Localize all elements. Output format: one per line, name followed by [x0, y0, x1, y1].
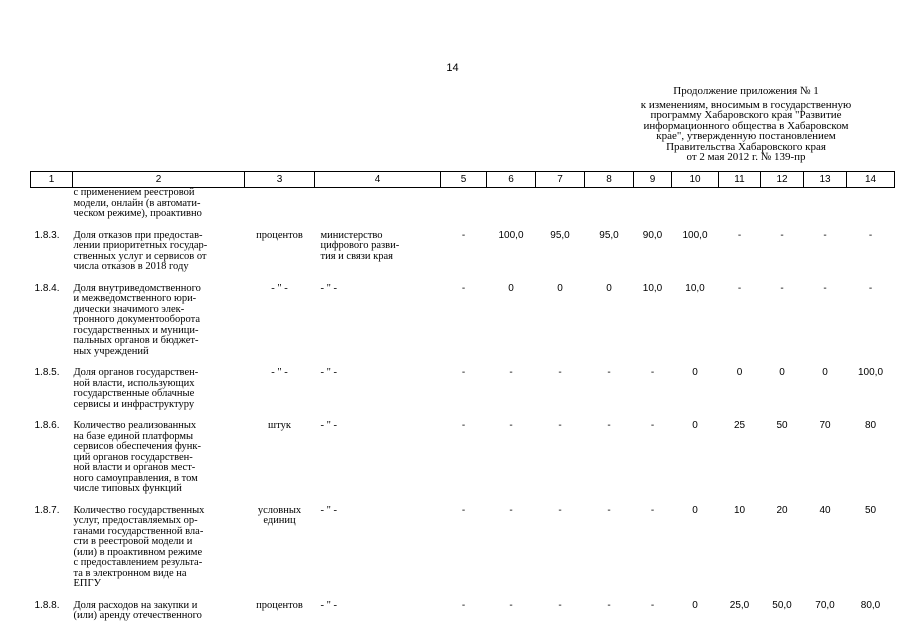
table-row [31, 357, 895, 410]
table-cell: 80,0 [860, 599, 881, 611]
table-cell: 10,0 [642, 282, 663, 294]
table-cell: 0 [779, 367, 785, 378]
heading-line: к изменениям, вносимым в государственную [640, 98, 852, 111]
table-cell: Доля расходов на закупки и (или) аренду отечественного [73, 599, 202, 621]
page-number: 14 [446, 62, 459, 74]
table-cell: процентов [256, 229, 303, 241]
indicators-table [30, 171, 895, 622]
table-cell: 1.8.6. [34, 420, 60, 431]
table-cell: 1.8.8. [34, 599, 60, 611]
table-cell: - [650, 504, 655, 516]
table-cell: - [461, 599, 466, 611]
table-cell [719, 188, 761, 220]
table-cell: - " - [320, 504, 338, 516]
table-cell [536, 188, 585, 220]
table-cell: - [558, 504, 562, 516]
table-cell: - [780, 229, 784, 241]
column-header: 2 [73, 172, 245, 188]
table-cell: штук [268, 420, 291, 431]
heading-line: от 2 мая 2012 г. № 139-пр [686, 151, 806, 163]
table-cell: - [461, 229, 466, 241]
table-cell: - [650, 367, 655, 378]
table-cell: министерство цифрового разви- тия и связи края [320, 229, 400, 262]
heading-line: крае", утвержденную постановлением [656, 130, 836, 142]
table-cell: - " - [320, 420, 338, 431]
table-cell: - [509, 599, 513, 611]
table-cell [847, 188, 895, 220]
table-cell [31, 188, 73, 220]
table-cell: - [868, 229, 873, 241]
table-cell: 25 [733, 420, 746, 431]
table-cell: 20 [776, 504, 788, 516]
table-cell: 100,0 [682, 229, 708, 241]
column-header: 1 [31, 172, 73, 188]
table-row [31, 273, 895, 358]
table-cell: - [509, 367, 513, 378]
table-cell: 50 [864, 504, 877, 516]
table-cell: 70 [819, 420, 831, 431]
appendix-heading [610, 86, 882, 163]
table-cell: 1.8.4. [34, 282, 60, 294]
table-cell: - " - [320, 367, 338, 378]
table-cell: - [607, 504, 611, 516]
table-cell: с применением реестровой модели, онлайн (в автомати- ческом режиме), проактивно [73, 187, 202, 219]
column-header: 14 [847, 172, 895, 188]
table-cell: 70,0 [815, 599, 835, 611]
table-cell: - [461, 420, 466, 431]
column-header: 4 [315, 172, 441, 188]
table-cell: - [737, 282, 742, 294]
table-header-row [31, 172, 895, 188]
table-cell: 95,0 [599, 229, 619, 241]
table-cell: - " - [320, 282, 338, 294]
table-cell: 0 [736, 367, 743, 378]
table-cell: 1.8.3. [34, 229, 60, 241]
table-cell: - " - [320, 599, 338, 611]
table-cell: 50,0 [772, 599, 792, 611]
table-row [31, 495, 895, 590]
column-header: 9 [634, 172, 672, 188]
table-cell: 40 [819, 504, 831, 516]
table-cell: 10,0 [685, 282, 705, 294]
table-cell: - [780, 282, 784, 294]
table-row [31, 590, 895, 622]
column-header: 6 [487, 172, 536, 188]
table-cell: Доля органов государствен- ной власти, использующих государственные облачные сервисы и инфраструктуру [73, 367, 199, 410]
table-cell: - [509, 504, 513, 516]
column-header: 12 [761, 172, 804, 188]
table-cell: 100,0 [498, 229, 524, 241]
table-cell: - " - [271, 367, 288, 378]
table-cell [487, 188, 536, 220]
table-cell: 90,0 [642, 229, 663, 241]
table-cell: 0 [692, 367, 698, 378]
table-cell: 0 [606, 282, 612, 294]
table-cell: - [461, 367, 466, 378]
table-cell: - [823, 229, 827, 241]
column-header: 5 [441, 172, 487, 188]
column-header: 13 [804, 172, 847, 188]
table-body [31, 188, 895, 622]
table-cell: - " - [271, 282, 288, 294]
table-cell: - [823, 282, 827, 294]
table-cell: - [650, 599, 655, 611]
table-cell: 0 [822, 367, 828, 378]
column-header: 10 [672, 172, 719, 188]
heading-line: программу Хабаровского края "Развитие [650, 109, 842, 121]
table-cell: - [558, 599, 562, 611]
table-cell: - [650, 420, 655, 431]
column-header: 11 [719, 172, 761, 188]
table-cell [585, 188, 634, 220]
table-cell [245, 188, 315, 220]
table-cell: 1.8.5. [34, 367, 60, 378]
table-cell: Доля внутриведомственного и межведомственного юри- дически значимого элек- тронного документооборота государственных и муници- пальных органов и бюджет- ных учреждений [73, 282, 201, 357]
table-cell [315, 188, 441, 220]
table-cell: Доля отказов при предостав- лении приоритетных государ- ственных услуг и сервисов от числа отказов в 2018 году [73, 229, 208, 272]
table-row [31, 410, 895, 495]
table-cell: 50 [776, 420, 788, 431]
table-cell: - [737, 229, 742, 241]
table-cell: - [868, 282, 873, 294]
table-cell: процентов [256, 599, 303, 611]
table-cell: 95,0 [550, 229, 570, 241]
table-row [31, 220, 895, 273]
table-cell: 0 [557, 282, 563, 294]
heading-line: Продолжение приложения № 1 [673, 85, 819, 97]
table-cell: - [607, 599, 611, 611]
table-cell [441, 188, 487, 220]
table-cell: - [461, 504, 466, 516]
table-cell: - [607, 420, 611, 431]
table-cell [804, 188, 847, 220]
column-header: 8 [585, 172, 634, 188]
table-cell: 80 [864, 420, 877, 431]
heading-line: информационного общества в Хабаровском [643, 119, 849, 132]
table-cell: 0 [692, 599, 698, 611]
table-cell: 25,0 [729, 599, 750, 611]
table-cell: - [461, 282, 466, 294]
table-cell: - [558, 367, 562, 378]
column-header: 3 [245, 172, 315, 188]
table-cell [761, 188, 804, 220]
table-cell: 1.8.7. [34, 504, 60, 516]
table-cell: Количество реализованных на базе единой платформы сервисов обеспечения функ- ций органов государствен- ной власти и органов мест- ного самоуправления, в том числе типовых функций [73, 420, 201, 494]
table-cell: - [509, 420, 513, 431]
column-header: 7 [536, 172, 585, 188]
table-cell: - [558, 420, 562, 431]
table-cell: Количество государственных услуг, предоставляемых ор- ганами государственной вла- сти в реестровой модели и (или) в проактивном режиме с предоставлением результа- та в электронном виде на ЕПГУ [73, 504, 205, 589]
table-cell: 100,0 [857, 367, 884, 378]
table-cell: 10 [733, 504, 746, 516]
table-cell: условных единиц [257, 504, 302, 526]
table-cell [672, 188, 719, 220]
table-cell: - [607, 367, 611, 378]
table-cell: 0 [508, 282, 514, 294]
table-row [31, 188, 895, 220]
table-cell [634, 188, 672, 220]
heading-line: Правительства Хабаровского края [666, 140, 826, 153]
table-cell: 0 [692, 420, 698, 431]
table-cell: 0 [692, 504, 698, 516]
